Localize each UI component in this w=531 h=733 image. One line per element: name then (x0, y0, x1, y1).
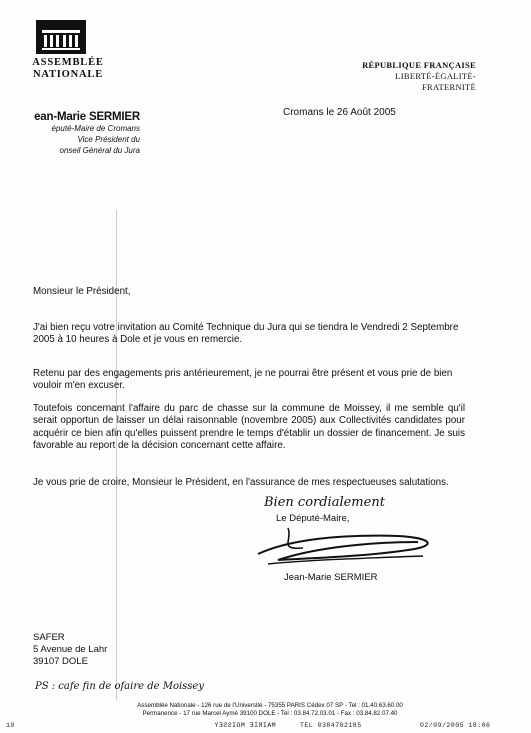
sender-role-3: onseil Général du Jura (59, 146, 140, 155)
addressee-street: 5 Avenue de Lahr (33, 644, 108, 655)
sender-block (0, 112, 140, 156)
paragraph-closing: Je vous prie de croire, Monsieur le Président, en l'assurance de mes respectueuses salutations. (33, 477, 449, 488)
sender-role-2: Vice Président du (77, 135, 140, 144)
fax-sender-id: MAIRIE MOISSEY (214, 722, 276, 729)
ps-note-text: PS : cafe fin de ofaire de Moissey (35, 681, 204, 692)
handwritten-signature (248, 520, 448, 575)
handwritten-signoff-text: Bien cordialement (264, 495, 385, 510)
salutation: Monsieur le Président, (33, 286, 131, 297)
addressee-name: SAFER (33, 632, 65, 643)
letterhead-logo-text (28, 57, 108, 81)
footer-permanence-address: Permanence - 17 rue Marcel Aymé 39100 DOLE - Tel : 03.84.72.03.01 - Fax : 03.84.82.07.40 (142, 710, 398, 717)
footer-assembly-address: Assemblée Nationale - 126 rue de l'Université - 75355 PARIS Cédex 07 SP - Tel : 01.40.63.60.00 (137, 702, 403, 709)
assemblee-nationale-emblem-icon (36, 20, 86, 54)
fax-datetime: 02/09/2005 18:06 (420, 722, 491, 729)
handwritten-ps-note (33, 675, 293, 695)
sender-role-1: éputé-Maire de Cromans (51, 124, 140, 133)
republic-name: RÉPUBLIQUE FRANÇAISE (362, 60, 476, 70)
sender-name: ean-Marie SERMIER (34, 111, 140, 123)
handwritten-signoff (262, 490, 422, 512)
signer-title: Le Député-Maire, (276, 513, 350, 524)
fax-number: TEL 0384702185 (300, 722, 362, 729)
paragraph-excuse: Retenu par des engagements pris antérieurement, je ne pourrai être présent et vous prie de bien vouloir m'en excuser. (33, 368, 453, 392)
letter-footer (60, 702, 480, 718)
signer-name: Jean-Marie SERMIER (284, 572, 378, 583)
place-and-date: Cromans le 26 Août 2005 (283, 107, 396, 118)
addressee-city: 39107 DOLE (33, 656, 88, 667)
logo-line-2: NATIONALE (32, 69, 103, 80)
paragraph-moissey: Toutefois concernant l'affaire du parc de chasse sur la commune de Moissey, il me semble qu'il serait opportun de laisser un délai raisonnable (novembre 2005) aux Collectivités candidates pour acquérir ce bien afin qu'elles puissent prendre le temps d'établir un dossier de financement. Je suis favorable au report de la décision concernant cette affaire. (33, 403, 465, 452)
logo-line-1: ASSEMBLÉE (32, 57, 104, 68)
republic-motto-line: LIBERTÉ-ÉGALITÉ-FRATERNITÉ (395, 71, 476, 92)
fax-fold-line (116, 210, 117, 700)
paragraph-invitation: J'ai bien reçu votre invitation au Comité Technique du Jura qui se tiendra le Vendredi 2 Septembre 2005 à 10 heures à Dole et je vous en remercie. (33, 322, 459, 346)
republic-motto (346, 60, 476, 93)
fax-page-number: 10 (6, 722, 15, 729)
addressee-block (33, 632, 107, 668)
